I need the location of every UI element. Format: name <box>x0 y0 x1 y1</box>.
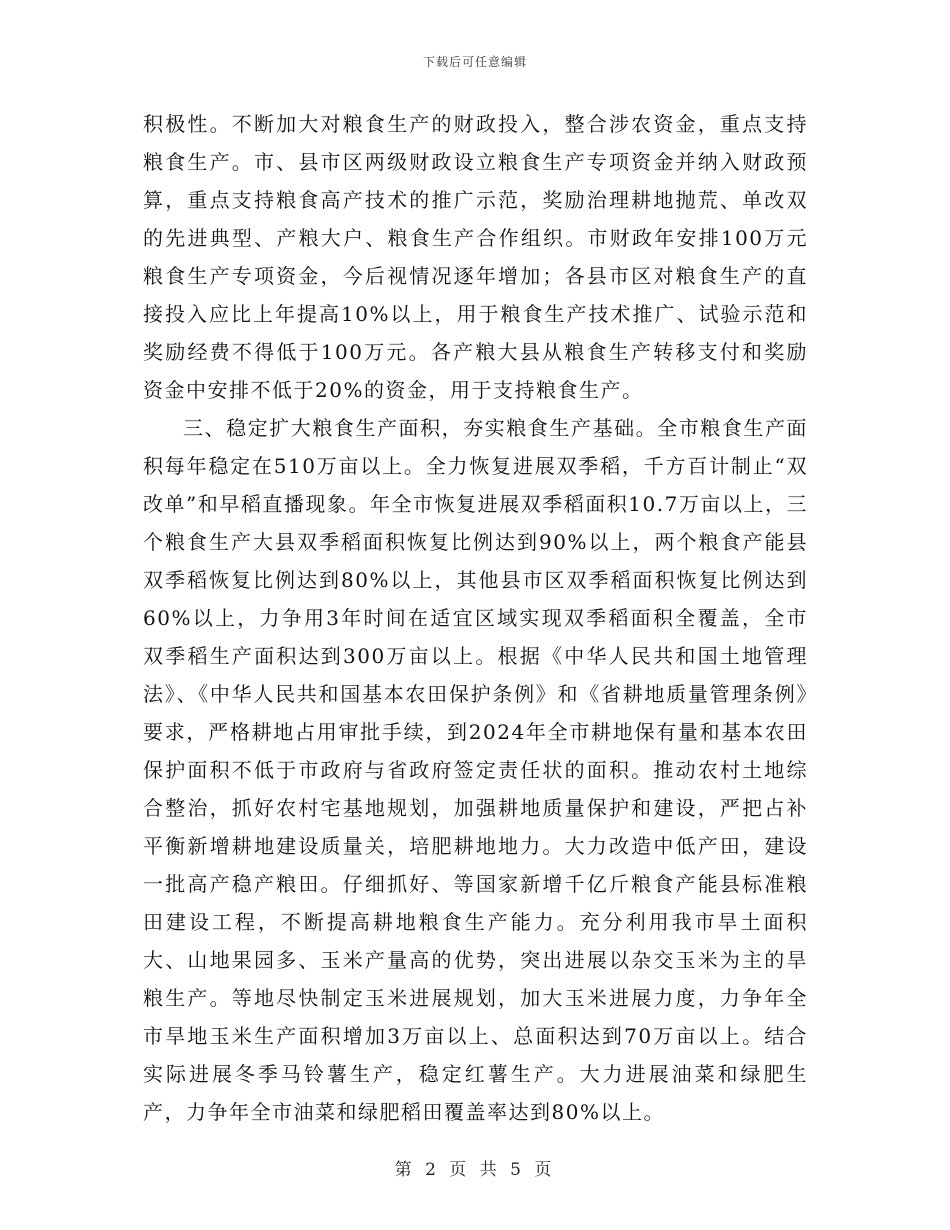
page-number: 第 2 页 共 5 页 <box>394 1160 556 1180</box>
paragraph-section-three: 三、稳定扩大粮食生产面积，夯实粮食生产基础。全市粮食生产面积每年稳定在510万亩以上。全力恢复进展双季稻，千方百计制止“双改单”和早稻直播现象。年全市恢复进展双季稻面积10.7万亩以上，三个粮食生产大县双季稻面积恢复比例达到90%以上，两个粮食产能县双季稻恢复比例达到80%以上，其他县市区双季稻面积恢复比例达到60%以上，力争用3年时间在适宜区域实现双季稻面积全覆盖，全市双季稻生产面积达到300万亩以上。根据《中华人民共和国土地管理法》、《中华人民共和国基本农田保护条例》和《省耕地质量管理条例》要求，严格耕地占用审批手续，到2024年全市耕地保有量和基本农田保护面积不低于市政府与省政府签定责任状的面积。推动农村土地综合整治，抓好农村宅基地规划，加强耕地质量保护和建设，严把占补平衡新增耕地建设质量关，培肥耕地地力。大力改造中低产田，建设一批高产稳产粮田。仔细抓好、等国家新增千亿斤粮食产能县标准粮田建设工程，不断提高耕地粮食生产能力。充分利用我市旱土面积大、山地果园多、玉米产量高的优势，突出进展以杂交玉米为主的旱粮生产。等地尽快制定玉米进展规划，加大玉米进展力度，力争年全市旱地玉米生产面积增加3万亩以上、总面积达到70万亩以上。结合实际进展冬季马铃薯生产，稳定红薯生产。大力进展油菜和绿肥生产，力争年全市油菜和绿肥稻田覆盖率达到80%以上。 <box>143 416 808 1124</box>
page-header: 下载后可任意编辑 <box>422 55 527 69</box>
document-body <box>143 105 808 1131</box>
paragraph-continuation: 积极性。不断加大对粮食生产的财政投入，整合涉农资金，重点支持粮食生产。市、县市区两级财政设立粮食生产专项资金并纳入财政预算，重点支持粮食高产技术的推广示范，奖励治理耕地抛荒、单改双的先进典型、产粮大户、粮食生产合作组织。市财政年安排100万元粮食生产专项资金，今后视情况逐年增加；各县市区对粮食生产的直接投入应比上年提高10%以上，用于粮食生产技术推广、试验示范和奖励经费不得低于100万元。各产粮大县从粮食生产转移支付和奖励资金中安排不低于20%的资金，用于支持粮食生产。 <box>143 112 808 402</box>
